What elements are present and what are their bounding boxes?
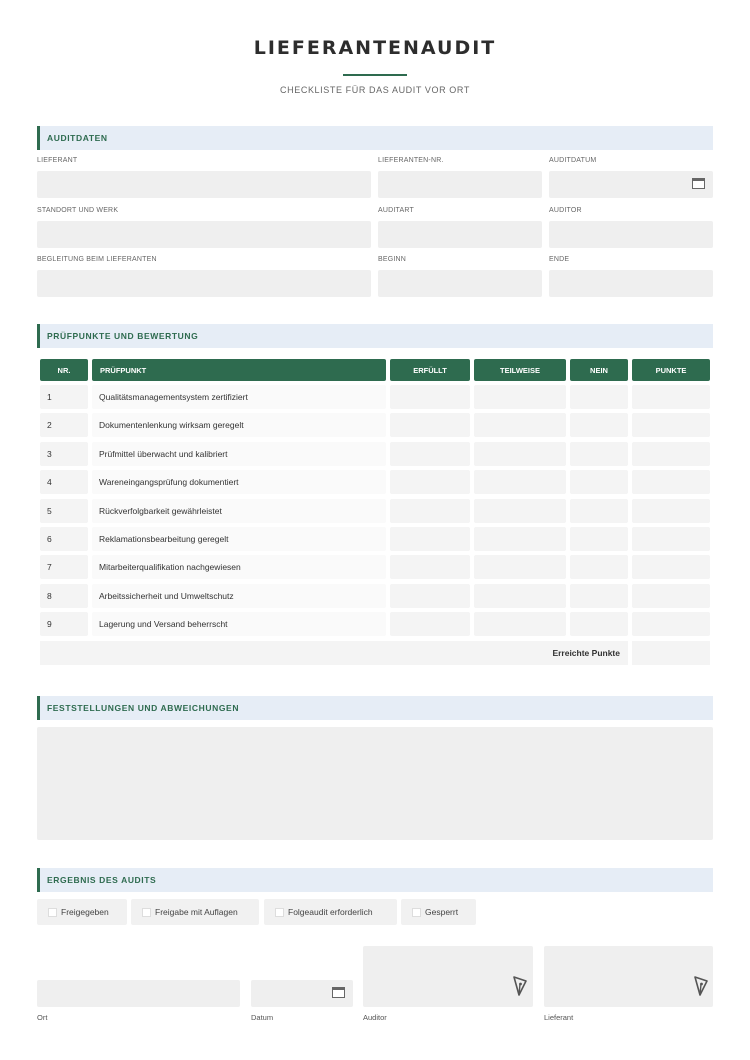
calendar-icon[interactable] <box>332 987 345 998</box>
erfuellt-cell[interactable] <box>390 555 470 579</box>
section-header-ergebnis <box>37 868 713 892</box>
nein-cell[interactable] <box>570 584 628 608</box>
erfuellt-cell[interactable] <box>390 527 470 551</box>
lieferant-signature-field[interactable] <box>544 946 713 1007</box>
total-points-field[interactable] <box>632 641 710 665</box>
standort-field[interactable] <box>37 221 371 248</box>
teilweise-cell[interactable] <box>474 584 566 608</box>
ende-field[interactable] <box>549 270 713 297</box>
teilweise-cell[interactable] <box>474 442 566 466</box>
row-number: 3 <box>47 449 52 459</box>
teilweise-cell[interactable] <box>474 555 566 579</box>
nein-cell[interactable] <box>570 442 628 466</box>
teilweise-cell[interactable] <box>474 612 566 636</box>
signature-pen-icon <box>511 975 529 997</box>
punkte-cell[interactable] <box>632 527 710 551</box>
checkbox[interactable] <box>142 908 151 917</box>
section-title: AUDITDATEN <box>47 133 108 143</box>
column-header-nr: NR. <box>40 359 88 381</box>
section-title: ERGEBNIS DES AUDITS <box>47 875 157 885</box>
erfuellt-cell[interactable] <box>390 413 470 437</box>
beginn-field[interactable] <box>378 270 542 297</box>
checkbox[interactable] <box>412 908 421 917</box>
label-auditor-signature: Auditor <box>363 1013 387 1022</box>
nein-cell[interactable] <box>570 413 628 437</box>
row-check-item: Lagerung und Versand beherrscht <box>99 619 228 629</box>
row-check-item: Mitarbeiterqualifikation nachgewiesen <box>99 562 241 572</box>
punkte-cell[interactable] <box>632 584 710 608</box>
label-auditor: AUDITOR <box>549 207 582 214</box>
page-subtitle: CHECKLISTE FÜR DAS AUDIT VOR ORT <box>280 85 470 95</box>
section-header-pruefpunkte <box>37 324 713 348</box>
total-label: Erreichte Punkte <box>552 648 620 658</box>
option-label: Gesperrt <box>425 907 459 917</box>
column-header-nein: NEIN <box>570 359 628 381</box>
calendar-icon[interactable] <box>692 178 705 189</box>
label-ort: Ort <box>37 1013 48 1022</box>
row-check-item: Arbeitssicherheit und Umweltschutz <box>99 591 234 601</box>
nein-cell[interactable] <box>570 385 628 409</box>
row-check-item: Dokumentenlenkung wirksam geregelt <box>99 420 244 430</box>
row-number: 4 <box>47 477 52 487</box>
label-begleitung: BEGLEITUNG BEIM LIEFERANTEN <box>37 256 157 263</box>
nein-cell[interactable] <box>570 470 628 494</box>
auditor-field[interactable] <box>549 221 713 248</box>
label-beginn: BEGINN <box>378 256 407 263</box>
label-lieferant: LIEFERANT <box>37 157 78 164</box>
punkte-cell[interactable] <box>632 385 710 409</box>
label-auditart: AUDITART <box>378 207 414 214</box>
column-header-erfuellt: ERFÜLLT <box>390 359 470 381</box>
title-underline <box>343 74 407 76</box>
punkte-cell[interactable] <box>632 499 710 523</box>
punkte-cell[interactable] <box>632 612 710 636</box>
option-label: Freigabe mit Auflagen <box>155 907 238 917</box>
erfuellt-cell[interactable] <box>390 470 470 494</box>
nein-cell[interactable] <box>570 527 628 551</box>
lieferant-field[interactable] <box>37 171 371 198</box>
checkbox[interactable] <box>275 908 284 917</box>
option-freigegeben[interactable] <box>37 899 127 925</box>
label-standort: STANDORT UND WERK <box>37 207 119 214</box>
findings-textarea[interactable] <box>37 727 713 840</box>
punkte-cell[interactable] <box>632 470 710 494</box>
ort-field[interactable] <box>37 980 240 1007</box>
nein-cell[interactable] <box>570 612 628 636</box>
column-header-pruefpunkt: PRÜFPUNKT <box>92 359 386 381</box>
erfuellt-cell[interactable] <box>390 499 470 523</box>
teilweise-cell[interactable] <box>474 413 566 437</box>
section-title: FESTSTELLUNGEN UND ABWEICHUNGEN <box>47 703 240 713</box>
row-number: 5 <box>47 506 52 516</box>
teilweise-cell[interactable] <box>474 499 566 523</box>
option-label: Freigegeben <box>61 907 109 917</box>
row-check-item: Prüfmittel überwacht und kalibriert <box>99 449 228 459</box>
row-check-item: Wareneingangsprüfung dokumentiert <box>99 477 239 487</box>
option-folgeaudit-erforderlich[interactable] <box>264 899 397 925</box>
punkte-cell[interactable] <box>632 413 710 437</box>
label-auditdatum: AUDITDATUM <box>549 157 597 164</box>
row-check-item: Qualitätsmanagementsystem zertifiziert <box>99 392 248 402</box>
column-header-punkte: PUNKTE <box>632 359 710 381</box>
erfuellt-cell[interactable] <box>390 612 470 636</box>
row-number: 7 <box>47 562 52 572</box>
option-freigabe-mit-auflagen[interactable] <box>131 899 259 925</box>
lieferanten-nr-field[interactable] <box>378 171 542 198</box>
nein-cell[interactable] <box>570 555 628 579</box>
option-label: Folgeaudit erforderlich <box>288 907 373 917</box>
teilweise-cell[interactable] <box>474 470 566 494</box>
page-title: LIEFERANTENAUDIT <box>253 37 497 59</box>
label-lieferant-signature: Lieferant <box>544 1013 574 1022</box>
teilweise-cell[interactable] <box>474 527 566 551</box>
label-ende: ENDE <box>549 256 570 263</box>
section-header-feststellungen <box>37 696 713 720</box>
begleitung-field[interactable] <box>37 270 371 297</box>
row-number: 8 <box>47 591 52 601</box>
column-header-teilweise: TEILWEISE <box>474 359 566 381</box>
signature-pen-icon <box>692 975 710 997</box>
row-number: 6 <box>47 534 52 544</box>
auditart-field[interactable] <box>378 221 542 248</box>
checkbox[interactable] <box>48 908 57 917</box>
option-gesperrt[interactable] <box>401 899 476 925</box>
row-check-item: Rückverfolgbarkeit gewährleistet <box>99 506 222 516</box>
punkte-cell[interactable] <box>632 555 710 579</box>
teilweise-cell[interactable] <box>474 385 566 409</box>
row-number: 1 <box>47 392 52 402</box>
erfuellt-cell[interactable] <box>390 584 470 608</box>
erfuellt-cell[interactable] <box>390 442 470 466</box>
row-number: 2 <box>47 420 52 430</box>
section-title: PRÜFPUNKTE UND BEWERTUNG <box>47 331 199 341</box>
section-header-auditdaten <box>37 126 713 150</box>
label-lieferanten-nr: LIEFERANTEN-NR. <box>378 157 444 164</box>
label-datum: Datum <box>251 1013 274 1022</box>
nein-cell[interactable] <box>570 499 628 523</box>
auditdatum-field[interactable] <box>549 171 713 198</box>
row-number: 9 <box>47 619 52 629</box>
erfuellt-cell[interactable] <box>390 385 470 409</box>
auditor-signature-field[interactable] <box>363 946 533 1007</box>
punkte-cell[interactable] <box>632 442 710 466</box>
row-check-item: Reklamationsbearbeitung geregelt <box>99 534 229 544</box>
